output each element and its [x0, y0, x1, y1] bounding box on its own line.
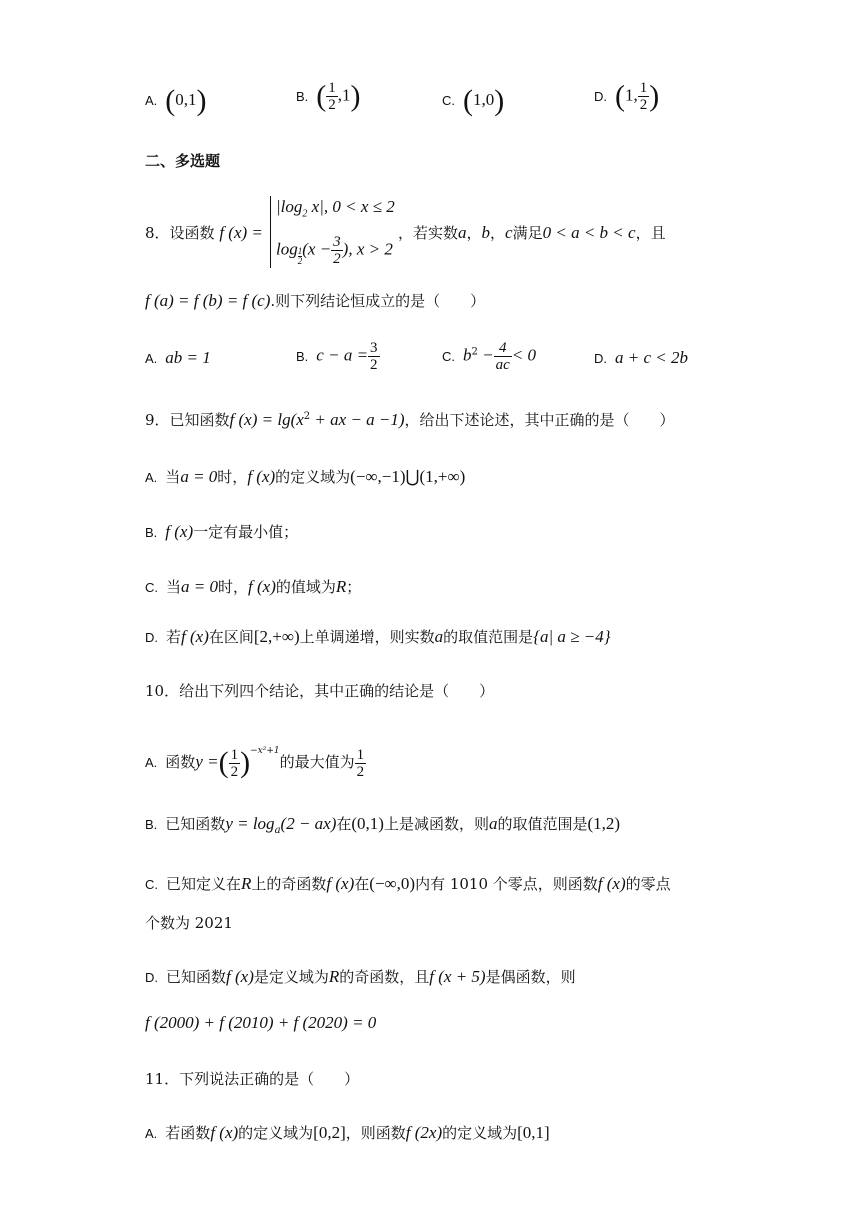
q7-option-c: C. (1,0) [442, 84, 505, 117]
q9-option-d: D. 若f (x)在区间[2,+∞)上单调递增，则实数a的取值范围是{a| a ≥ −4} [145, 627, 611, 646]
section-title: 二、多选题 [145, 152, 221, 170]
option-label: C. [442, 93, 455, 108]
q8-case-1: $|\log_2$ x|, 0 < x ≤ 2 [276, 197, 395, 220]
option-label: A. [145, 93, 158, 108]
q9-option-a: A. 当a = 0时，f (x)的定义域为(−∞,−1)⋃(1,+∞) [145, 467, 466, 486]
q8-stem: 8．设函数 f (x) = [145, 223, 263, 242]
q7-option-a: A. (0,1) [145, 84, 207, 117]
q10-option-b: B. 已知函数$y = \log_a(2 - ax)$在(0,1)上是减函数，则a的取值范围是(1,2) [145, 814, 621, 836]
q8-case-2: log $_{\frac{1}{2}}$ (x − $\frac{3}{2}$ ), x > 2 [276, 234, 393, 267]
q11-stem: 11．下列说法正确的是（ ） [145, 1070, 360, 1088]
q9-stem: 9．已知函数f $(x) = \lg(x^2$ + ax − a −1)，给出下述论述，其中正确的是（ ） [145, 410, 675, 429]
q9-option-c: C. 当a = 0时，f (x)的值域为R； [145, 577, 362, 596]
q8-option-b: B. c − a = $\frac{3}{2}$ [296, 340, 378, 373]
q10-option-d-line2: f (2000) + f (2010) + f (2020) = 0 [145, 1013, 377, 1032]
q10-stem: 10．给出下列四个结论，其中正确的结论是（ ） [145, 682, 495, 700]
q10-option-d: D. 已知函数f (x)是定义域为R的奇函数，且f (x + 5)是偶函数，则 [145, 967, 576, 986]
fraction: $\frac{1}{2}$ [639, 80, 648, 113]
q7-option-d: D. (1, $\frac{1}{2}$ ) [594, 79, 660, 113]
option-value: 1,0 [473, 90, 495, 109]
q8-stem-cont: ，若实数a，b，c满足0 < a < b < c，且 [398, 223, 666, 242]
fraction: $\frac{1}{2}$ [328, 80, 336, 113]
q9-option-b: B. f (x)一定有最小值； [145, 522, 299, 541]
option-label: D. [594, 88, 607, 104]
q8-option-a: A. ab = 1 [145, 348, 211, 367]
option-value: 0,1 [175, 90, 197, 109]
q10-option-a: A. 函数y =( $\frac{1}{2}$ )$^{-x^2+1}$的最大值为 $\frac{1}{2}$ [145, 746, 365, 780]
piecewise-brace [270, 196, 271, 268]
q8-stem-line2: f (a) = f (b) = f (c).则下列结论恒成立的是（ ） [145, 291, 486, 310]
q11-option-a: A. 若函数f (x)的定义域为[0,2]，则函数f (2x)的定义域为[0,1] [145, 1123, 550, 1142]
q8-option-c: C. $b^2$ − $\frac{4}{ac}$ < 0 [442, 340, 537, 373]
q10-option-c: C. 已知定义在R上的奇函数f (x)在(−∞,0)内有 1010 个零点，则函数f (x)的零点 [145, 874, 671, 893]
q7-option-b: B. ( $\frac{1}{2}$ ,1) [296, 79, 361, 113]
q8-option-d: D. a + c < 2b [594, 348, 688, 367]
option-label: B. [296, 88, 309, 104]
q10-option-c-line2: 个数为 2021 [145, 914, 233, 932]
